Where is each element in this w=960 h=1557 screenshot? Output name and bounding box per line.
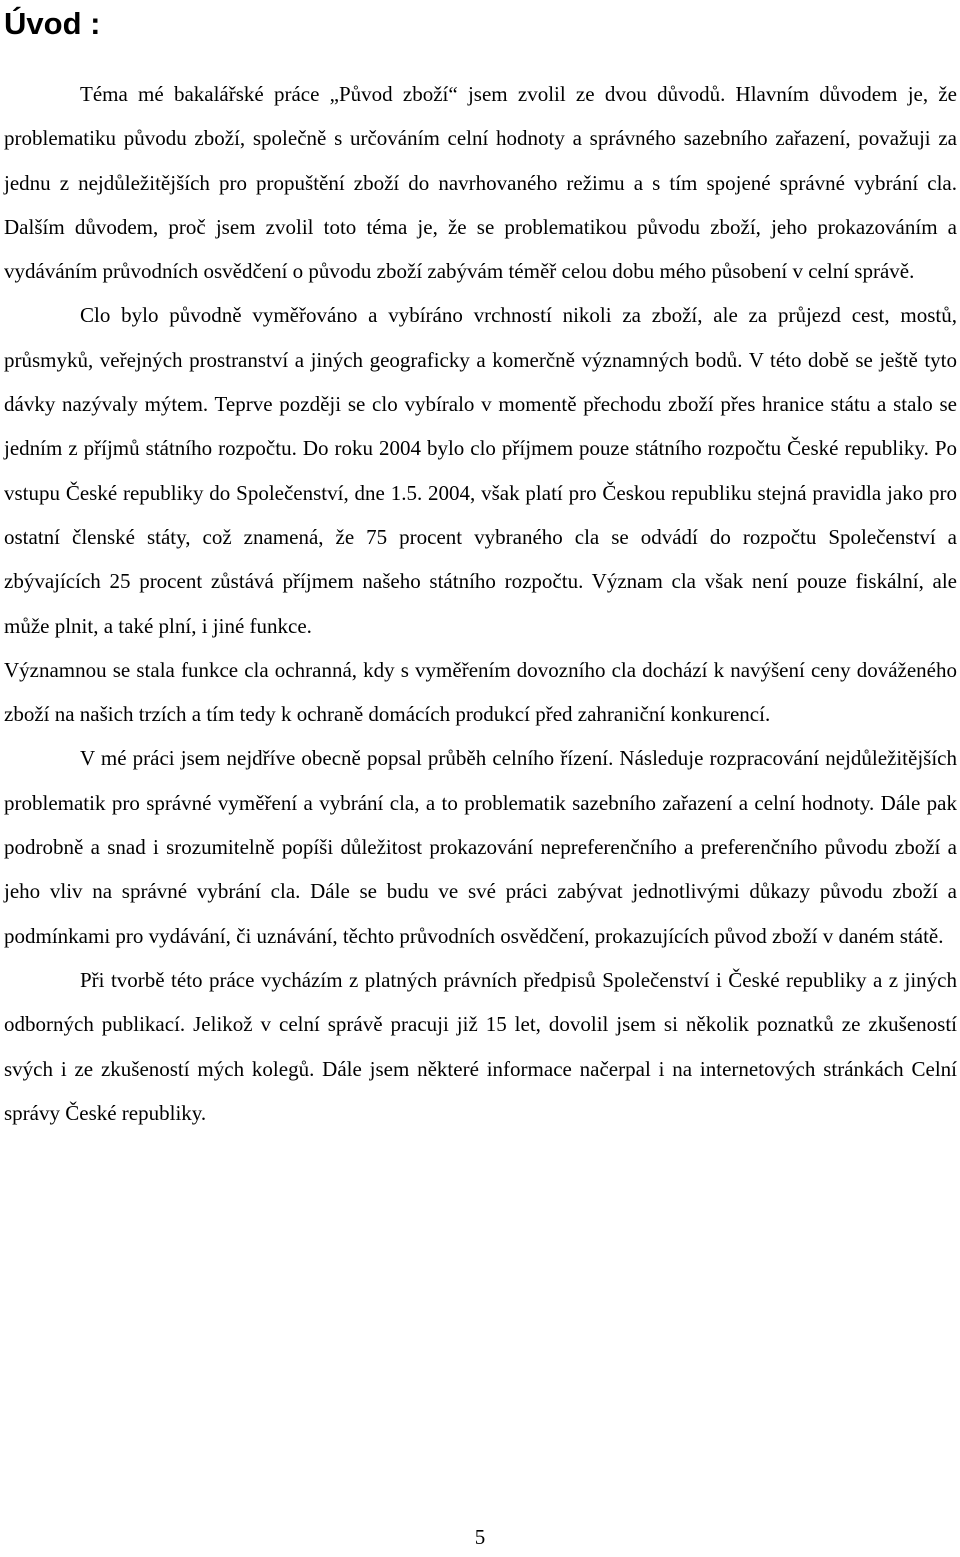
paragraph-1: Téma mé bakalářské práce „Původ zboží“ jsem zvolil ze dvou důvodů. Hlavním důvodem je, že problematiku původu zboží, společně s určováním celní hodnoty a správného sazebního zařazení, považuji za jednu z nejdůležitějších pro propuštění zboží do navrhovaného režimu a s tím spojené správné vybrání cla. Dalším důvodem, proč jsem zvolil toto téma je, že se problematikou původu zboží, jeho prokazováním a vydáváním průvodních osvědčení o původu zboží zabývám téměř celou dobu mého působení v celní správě. (4, 82, 957, 284)
paragraph-5: Při tvorbě této práce vycházím z platných právních předpisů Společenství i České republiky a z jiných odborných publikací. Jelikož v celní správě pracuji již 15 let, dovolil jsem si několik poznatků ze zkušeností svých i ze zkušeností mých kolegů. Dále jsem některé informace načerpal i na internetových stránkách Celní správy České republiky. (4, 967, 957, 1125)
paragraph-3: Významnou se stala funkce cla ochranná, kdy s vyměřením dovozního cla dochází k navýšení ceny dováženého zboží na našich trzích a tím tedy k ochraně domácích produkcí před zahraniční konkurencí. (4, 657, 957, 727)
body-text (4, 72, 957, 1135)
paragraph-2: Clo bylo původně vyměřováno a vybíráno vrchností nikoli za zboží, ale za průjezd cest, mostů, průsmyků, veřejných prostranství a jiných geograficky a komerčně významných bodů. V této době se ještě tyto dávky nazývaly mýtem. Teprve později se clo vybíralo v momentě přechodu zboží přes hranice státu a stalo se jedním z příjmů státního rozpočtu. Do roku 2004 bylo clo příjmem pouze státního rozpočtu České republiky. Po vstupu České republiky do Společenství, dne 1.5. 2004, však platí pro Českou republiku stejná pravidla jako pro ostatní členské státy, což znamená, že 75 procent vybraného cla se odvádí do rozpočtu Společenství a zbývajících 25 procent zůstává příjmem našeho státního rozpočtu. Význam cla však není pouze fiskální, ale může plnit, a také plní, i jiné funkce. (4, 303, 957, 638)
paragraph-4: V mé práci jsem nejdříve obecně popsal průběh celního řízení. Následuje rozpracování nejdůležitějších problematik pro správné vyměření a vybrání cla, a to problematik sazebního zařazení a celní hodnoty. Dále pak podrobně a snad i srozumitelně popíši důležitost prokazování nepreferenčního a preferenčního původu zboží a jeho vliv na správné vybrání cla. Dále se budu ve své práci zabývat jednotlivými důkazy původu zboží a podmínkami pro vydávání, či uznávání, těchto průvodních osvědčení, prokazujících původ zboží v daném státě. (4, 746, 957, 948)
section-heading: Úvod : (4, 6, 101, 41)
page-number: 5 (474, 1525, 486, 1549)
